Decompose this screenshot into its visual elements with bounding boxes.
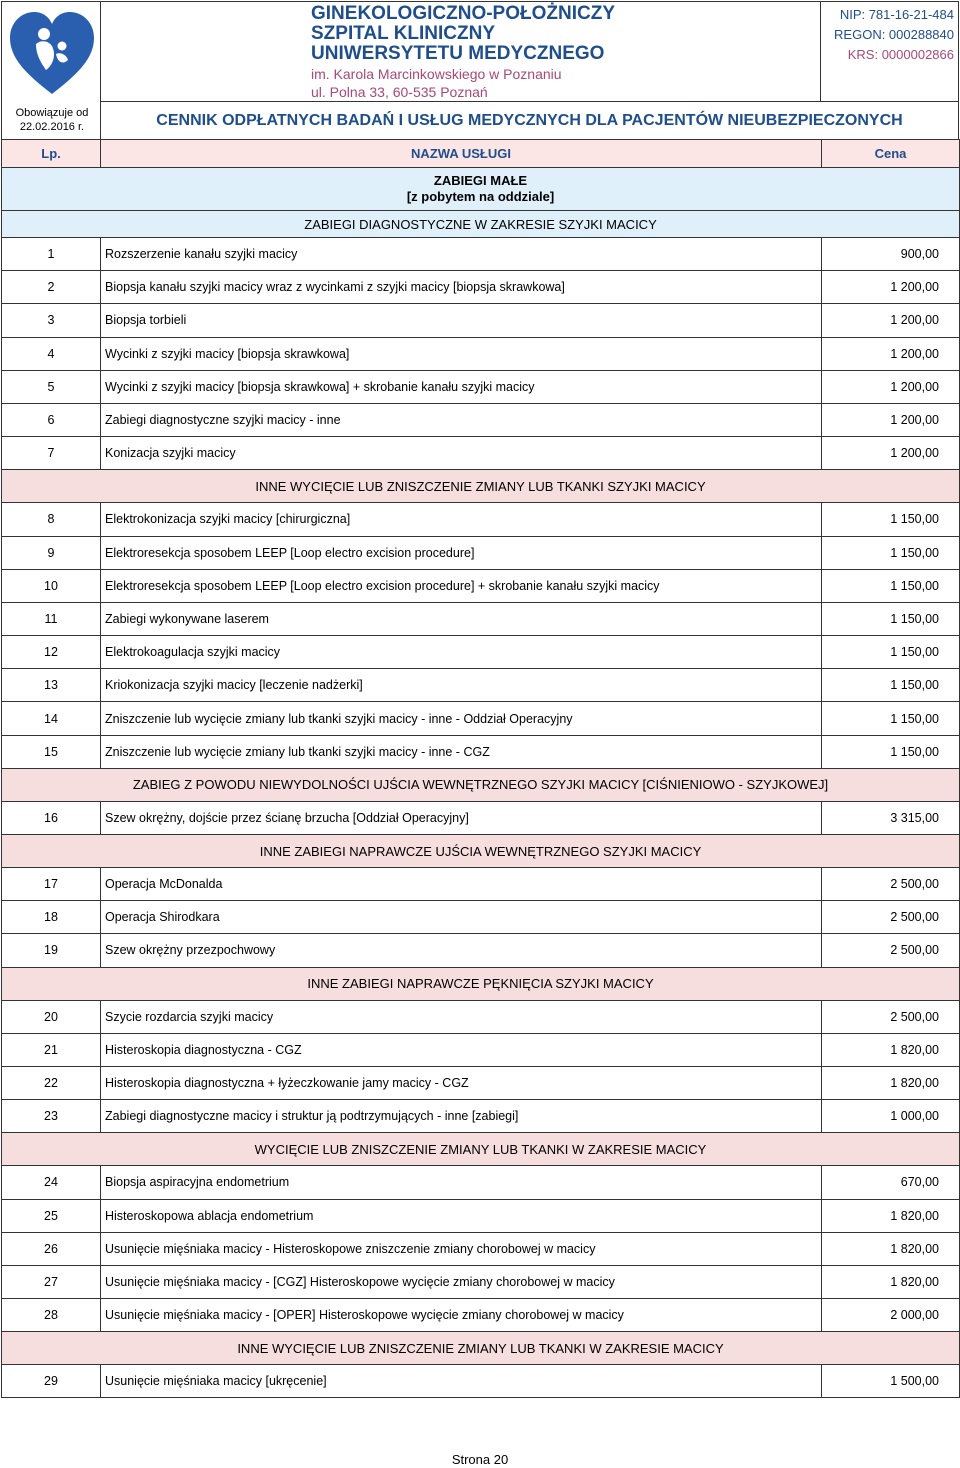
section-title: INNE WYCIĘCIE LUB ZNISZCZENIE ZMIANY LUB TKANKI W ZAKRESIE MACICY xyxy=(2,1332,960,1365)
row-number: 11 xyxy=(2,602,101,635)
table-row xyxy=(2,403,960,436)
service-name: Zabiegi diagnostyczne szyjki macicy - inne xyxy=(101,403,822,436)
service-price: 1 150,00 xyxy=(822,636,960,669)
table-row xyxy=(2,1066,960,1099)
column-header-lp: Lp. xyxy=(2,140,101,168)
service-name: Zabiegi diagnostyczne macicy i struktur ją podtrzymujących - inne [zabiegi] xyxy=(101,1100,822,1133)
service-name: Histeroskopia diagnostyczna + łyżeczkowanie jamy macicy - CGZ xyxy=(101,1066,822,1099)
row-number: 6 xyxy=(2,403,101,436)
section-title: WYCIĘCIE LUB ZNISZCZENIE ZMIANY LUB TKANKI W ZAKRESIE MACICY xyxy=(2,1133,960,1166)
valid-from-label: Obowiązuje od xyxy=(15,107,89,119)
category-cell xyxy=(2,168,960,211)
service-name: Wycinki z szyjki macicy [biopsja skrawkowa] + skrobanie kanału szyjki macicy xyxy=(101,370,822,403)
table-row xyxy=(2,1265,960,1298)
regon-number: REGON: 000288840 xyxy=(834,27,954,42)
table-row xyxy=(2,304,960,337)
table-row xyxy=(2,238,960,271)
category-title: ZABIEGI MAŁE xyxy=(433,173,528,188)
row-number: 9 xyxy=(2,536,101,569)
table-row xyxy=(2,1166,960,1199)
row-number: 23 xyxy=(2,1100,101,1133)
row-number: 19 xyxy=(2,934,101,967)
table-row xyxy=(2,602,960,635)
service-price: 1 820,00 xyxy=(822,1066,960,1099)
service-name: Elektrokoagulacja szyjki macicy xyxy=(101,636,822,669)
service-price: 1 000,00 xyxy=(822,1100,960,1133)
valid-from-date: 22.02.2016 r. xyxy=(19,121,85,133)
hospital-patron: im. Karola Marcinkowskiego w Poznaniu xyxy=(311,66,562,82)
krs-number: KRS: 0000002866 xyxy=(847,47,954,62)
service-name: Elektroresekcja sposobem LEEP [Loop electro excision procedure] + skrobanie kanału szyjki macicy xyxy=(101,569,822,602)
table-row xyxy=(2,370,960,403)
service-price: 2 500,00 xyxy=(822,868,960,901)
section-header-row xyxy=(2,768,960,801)
row-number: 22 xyxy=(2,1066,101,1099)
hospital-logo-heart-icon xyxy=(6,8,98,100)
service-price: 1 150,00 xyxy=(822,702,960,735)
row-number: 15 xyxy=(2,735,101,768)
service-name: Usunięcie mięśniaka macicy - [CGZ] Histeroskopowe wycięcie zmiany chorobowej w macicy xyxy=(101,1265,822,1298)
service-price: 1 200,00 xyxy=(822,304,960,337)
hospital-name-line3: UNIWERSYTETU MEDYCZNEGO xyxy=(311,43,605,64)
document-title: CENNIK ODPŁATNYCH BADAŃ I USŁUG MEDYCZNYCH DLA PACJENTÓW NIEUBEZPIECZONYCH xyxy=(101,101,959,139)
service-name: Operacja McDonalda xyxy=(101,868,822,901)
row-number: 8 xyxy=(2,503,101,536)
row-number: 5 xyxy=(2,370,101,403)
row-number: 13 xyxy=(2,669,101,702)
section-title: INNE ZABIEGI NAPRAWCZE PĘKNIĘCIA SZYJKI MACICY xyxy=(2,967,960,1000)
row-number: 1 xyxy=(2,238,101,271)
row-number: 14 xyxy=(2,702,101,735)
category-row xyxy=(2,168,960,211)
service-name: Zniszczenie lub wycięcie zmiany lub tkanki szyjki macicy - inne - Oddział Operacyjny xyxy=(101,702,822,735)
service-name: Wycinki z szyjki macicy [biopsja skrawkowa] xyxy=(101,337,822,370)
section-title: INNE WYCIĘCIE LUB ZNISZCZENIE ZMIANY LUB TKANKI SZYJKI MACICY xyxy=(2,470,960,503)
valid-from xyxy=(2,106,102,134)
hospital-name-line2: SZPITAL KLINICZNY xyxy=(311,23,496,44)
service-price: 2 500,00 xyxy=(822,901,960,934)
service-name: Histeroskopia diagnostyczna - CGZ xyxy=(101,1033,822,1066)
service-price: 1 150,00 xyxy=(822,735,960,768)
section-header-row xyxy=(2,967,960,1000)
service-name: Szew okrężny przezpochwowy xyxy=(101,934,822,967)
hospital-address: ul. Polna 33, 60-535 Poznań xyxy=(311,84,488,100)
row-number: 4 xyxy=(2,337,101,370)
service-price: 1 200,00 xyxy=(822,370,960,403)
page-header xyxy=(1,1,959,139)
service-name: Elektroresekcja sposobem LEEP [Loop electro excision procedure] xyxy=(101,536,822,569)
logo-box xyxy=(1,1,101,139)
service-price: 1 200,00 xyxy=(822,437,960,470)
service-price: 1 150,00 xyxy=(822,536,960,569)
table-row xyxy=(2,1199,960,1232)
table-row xyxy=(2,669,960,702)
section-header-row xyxy=(2,1133,960,1166)
service-price: 670,00 xyxy=(822,1166,960,1199)
price-table xyxy=(1,139,960,1398)
table-row xyxy=(2,934,960,967)
service-name: Szew okrężny, dojście przez ścianę brzucha [Oddział Operacyjny] xyxy=(101,801,822,834)
service-name: Zabiegi wykonywane laserem xyxy=(101,602,822,635)
service-name: Biopsja torbieli xyxy=(101,304,822,337)
table-row xyxy=(2,735,960,768)
service-name: Elektrokonizacja szyjki macicy [chirurgiczna] xyxy=(101,503,822,536)
page-footer: Strona 20 xyxy=(451,1452,509,1467)
service-name: Histeroskopowa ablacja endometrium xyxy=(101,1199,822,1232)
service-price: 1 500,00 xyxy=(822,1365,960,1398)
row-number: 26 xyxy=(2,1232,101,1265)
column-header-name: NAZWA USŁUGI xyxy=(101,140,822,168)
category-subtitle: [z pobytem na oddziale] xyxy=(406,189,555,204)
service-name: Zniszczenie lub wycięcie zmiany lub tkanki szyjki macicy - inne - CGZ xyxy=(101,735,822,768)
service-name: Usunięcie mięśniaka macicy - [OPER] Histeroskopowe wycięcie zmiany chorobowej w macicy xyxy=(101,1299,822,1332)
row-number: 16 xyxy=(2,801,101,834)
service-name: Rozszerzenie kanału szyjki macicy xyxy=(101,238,822,271)
nip-number: NIP: 781-16-21-484 xyxy=(839,7,954,22)
table-row xyxy=(2,271,960,304)
row-number: 18 xyxy=(2,901,101,934)
service-price: 1 200,00 xyxy=(822,271,960,304)
section-header-row xyxy=(2,470,960,503)
table-row xyxy=(2,1000,960,1033)
table-row xyxy=(2,801,960,834)
table-row xyxy=(2,337,960,370)
table-row xyxy=(2,636,960,669)
table-row xyxy=(2,1100,960,1133)
service-name: Usunięcie mięśniaka macicy [ukręcenie] xyxy=(101,1365,822,1398)
service-name: Usunięcie mięśniaka macicy - Histeroskopowe zniszczenie zmiany chorobowej w macicy xyxy=(101,1232,822,1265)
service-price: 3 315,00 xyxy=(822,801,960,834)
row-number: 12 xyxy=(2,636,101,669)
hospital-name-line1: GINEKOLOGICZNO-POŁOŻNICZY xyxy=(311,3,615,24)
registry-box xyxy=(821,1,959,101)
service-price: 2 500,00 xyxy=(822,934,960,967)
table-row xyxy=(2,503,960,536)
row-number: 24 xyxy=(2,1166,101,1199)
row-number: 21 xyxy=(2,1033,101,1066)
table-row xyxy=(2,868,960,901)
table-row xyxy=(2,1299,960,1332)
table-row xyxy=(2,437,960,470)
service-price: 1 820,00 xyxy=(822,1033,960,1066)
row-number: 20 xyxy=(2,1000,101,1033)
section-title: INNE ZABIEGI NAPRAWCZE UJŚCIA WEWNĘTRZNEGO SZYJKI MACICY xyxy=(2,835,960,868)
service-price: 1 820,00 xyxy=(822,1232,960,1265)
service-price: 2 000,00 xyxy=(822,1299,960,1332)
service-price: 900,00 xyxy=(822,238,960,271)
row-number: 17 xyxy=(2,868,101,901)
subcategory-row xyxy=(2,211,960,238)
row-number: 3 xyxy=(2,304,101,337)
row-number: 25 xyxy=(2,1199,101,1232)
service-price: 2 500,00 xyxy=(822,1000,960,1033)
row-number: 2 xyxy=(2,271,101,304)
service-price: 1 820,00 xyxy=(822,1199,960,1232)
service-name: Szycie rozdarcia szyjki macicy xyxy=(101,1000,822,1033)
service-name: Konizacja szyjki macicy xyxy=(101,437,822,470)
section-header-row xyxy=(2,835,960,868)
table-row xyxy=(2,1232,960,1265)
table-row xyxy=(2,569,960,602)
section-header-row xyxy=(2,1332,960,1365)
service-name: Biopsja aspiracyjna endometrium xyxy=(101,1166,822,1199)
service-price: 1 150,00 xyxy=(822,569,960,602)
hospital-name-box xyxy=(101,1,821,101)
table-row xyxy=(2,1033,960,1066)
row-number: 27 xyxy=(2,1265,101,1298)
section-title: ZABIEG Z POWODU NIEWYDOLNOŚCI UJŚCIA WEWNĘTRZNEGO SZYJKI MACICY [CIŚNIENIOWO - SZYJKOWEJ] xyxy=(2,768,960,801)
table-row xyxy=(2,1365,960,1398)
service-price: 1 150,00 xyxy=(822,669,960,702)
row-number: 29 xyxy=(2,1365,101,1398)
service-price: 1 200,00 xyxy=(822,403,960,436)
service-price: 1 200,00 xyxy=(822,337,960,370)
table-row xyxy=(2,536,960,569)
service-price: 1 150,00 xyxy=(822,503,960,536)
row-number: 10 xyxy=(2,569,101,602)
service-price: 1 820,00 xyxy=(822,1265,960,1298)
subcategory-title: ZABIEGI DIAGNOSTYCZNE W ZAKRESIE SZYJKI MACICY xyxy=(2,211,960,238)
service-name: Kriokonizacja szyjki macicy [leczenie nadżerki] xyxy=(101,669,822,702)
table-row xyxy=(2,702,960,735)
column-header-price: Cena xyxy=(822,140,960,168)
service-name: Operacja Shirodkara xyxy=(101,901,822,934)
table-row xyxy=(2,901,960,934)
service-name: Biopsja kanału szyjki macicy wraz z wycinkami z szyjki macicy [biopsja skrawkowa] xyxy=(101,271,822,304)
row-number: 28 xyxy=(2,1299,101,1332)
service-price: 1 150,00 xyxy=(822,602,960,635)
row-number: 7 xyxy=(2,437,101,470)
table-header-row xyxy=(2,140,960,168)
